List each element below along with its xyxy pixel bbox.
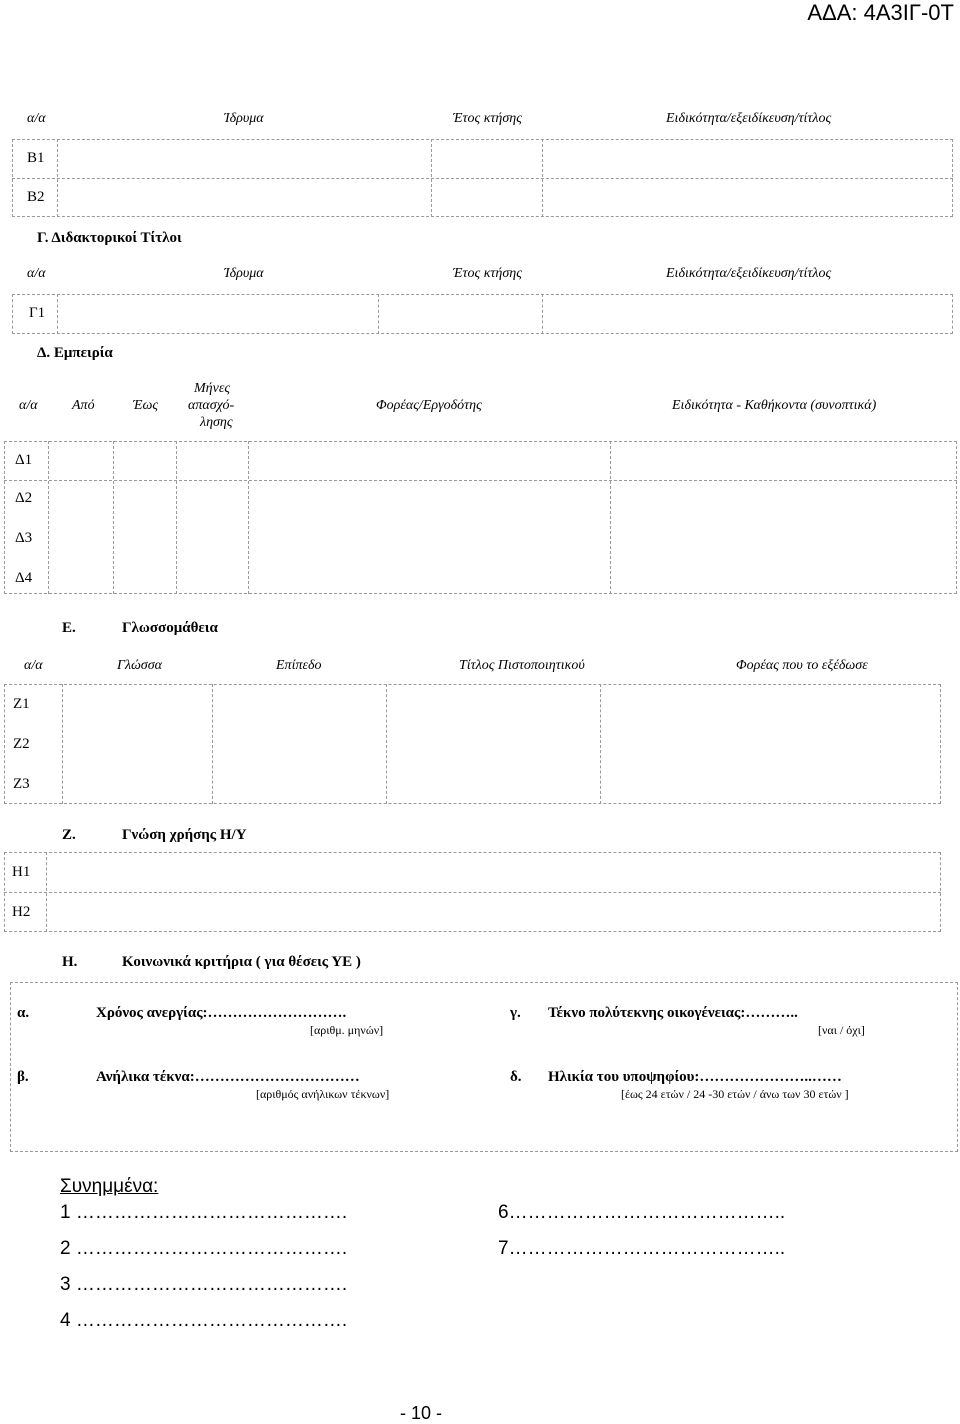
row-label-z1: Ζ1	[13, 696, 30, 712]
col-header-months-3: λησης	[200, 415, 233, 430]
row-label-h1: Η1	[12, 864, 31, 880]
col-header-issuer: Φορέας που το εξέδωσε	[736, 658, 868, 673]
section-letter-e: Ε.	[62, 620, 76, 636]
item-letter-g: γ.	[510, 1005, 521, 1021]
section-title-doctorates: Γ. Διδακτορικοί Τίτλοι	[37, 230, 182, 246]
row-label-b1: Β1	[27, 150, 45, 166]
col-header-duties: Ειδικότητα - Καθήκοντα (συνοπτικά)	[672, 398, 877, 413]
page-number: - 10 -	[400, 1403, 443, 1423]
row-label-d3: Δ3	[15, 530, 33, 546]
col-header-specialty: Ειδικότητα/εξειδίκευση/τίτλος	[666, 266, 832, 281]
row-label-b2: Β2	[27, 189, 45, 205]
attachment-line-3: 3 …………………………………….	[60, 1274, 348, 1295]
item-letter-d: δ.	[510, 1069, 522, 1085]
col-header-months-1: Μήνες	[194, 381, 231, 396]
col-header-certificate: Τίτλος Πιστοποιητικού	[459, 658, 585, 673]
attachment-line-2: 2 …………………………………….	[60, 1238, 348, 1259]
attachment-line-1: 1 …………………………………….	[60, 1202, 348, 1223]
row-label-z2: Ζ2	[13, 736, 30, 752]
minor-children-note: [αριθμός ανήλικων τέκνων]	[256, 1087, 390, 1101]
col-header-aa: α/α	[19, 398, 38, 413]
row-label-d2: Δ2	[15, 490, 33, 506]
col-header-specialty: Ειδικότητα/εξειδίκευση/τίτλος	[666, 111, 832, 126]
section-title-experience: Δ. Εμπειρία	[37, 345, 113, 361]
col-header-aa: α/α	[27, 111, 46, 126]
row-label-h2: Η2	[12, 904, 31, 920]
col-header-year: Έτος κτήσης	[453, 266, 522, 281]
attachment-line-6: 6……………………………………..	[498, 1202, 786, 1223]
col-header-year: Έτος κτήσης	[453, 111, 522, 126]
minor-children-label: Ανήλικα τέκνα:……………………………	[96, 1069, 360, 1085]
col-header-to: Έως	[133, 398, 159, 413]
col-header-institution: Ίδρυμα	[224, 266, 264, 281]
age-label: Ηλικία του υποψηφίου:…………………..……	[548, 1069, 842, 1085]
col-header-language: Γλώσσα	[117, 658, 162, 673]
section-title-languages: Γλωσσομάθεια	[122, 620, 218, 636]
col-header-level: Επίπεδο	[276, 658, 322, 673]
item-letter-a: α.	[17, 1005, 30, 1021]
section-title-computer: Γνώση χρήσης Η/Υ	[122, 827, 247, 843]
col-header-aa: α/α	[27, 266, 46, 281]
table-e	[4, 684, 941, 804]
row-label-d4: Δ4	[15, 570, 33, 586]
item-letter-b: β.	[17, 1069, 29, 1085]
large-family-label: Τέκνο πολύτεκνης οικογένειας:………..	[548, 1005, 798, 1021]
unemployment-label: Χρόνος ανεργίας:……………………….	[96, 1005, 347, 1021]
col-header-months-2: απασχό-	[188, 398, 235, 413]
attachments-title: Συνημμένα:	[60, 1176, 159, 1197]
col-header-aa: α/α	[24, 658, 43, 673]
section-letter-h: Η.	[62, 954, 78, 970]
section-title-social: Κοινωνικά κριτήρια ( για θέσεις ΥΕ )	[122, 954, 361, 970]
row-label-z3: Ζ3	[13, 776, 30, 792]
attachment-line-4: 4 …………………………………….	[60, 1310, 348, 1331]
attachment-line-7: 7……………………………………..	[498, 1238, 786, 1259]
row-label-d1: Δ1	[15, 452, 33, 468]
unemployment-note: [αριθμ. μηνών]	[310, 1023, 384, 1037]
large-family-note: [ναι / όχι]	[818, 1023, 865, 1037]
age-note: [έως 24 ετών / 24 -30 ετών / άνω των 30 ετών ]	[621, 1087, 849, 1101]
row-label-g1: Γ1	[29, 305, 46, 321]
ada-code: ΑΔΑ: 4Α3ΙΓ-0Τ	[807, 0, 954, 25]
col-header-institution: Ίδρυμα	[224, 111, 264, 126]
table-d	[4, 441, 957, 594]
table-g	[12, 294, 953, 334]
col-header-from: Από	[72, 398, 95, 413]
section-letter-z: Ζ.	[62, 827, 76, 843]
col-header-employer: Φορέας/Εργοδότης	[376, 398, 482, 413]
